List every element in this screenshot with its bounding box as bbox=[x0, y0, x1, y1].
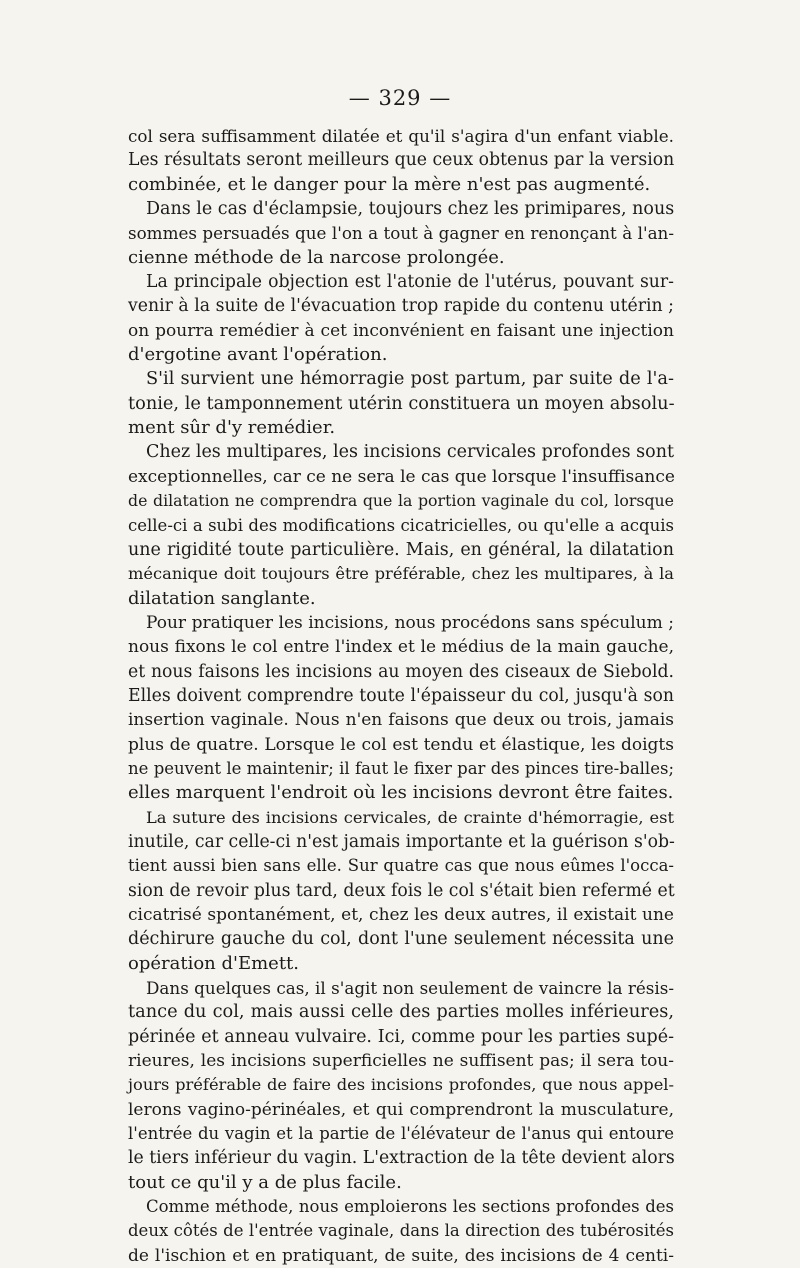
text-line: lerons vagino-périnéales, et qui comprendront la musculature, bbox=[128, 1099, 674, 1120]
text-line: Pour pratiquer les incisions, nous procédons sans spéculum ; bbox=[146, 612, 674, 633]
text-line: déchirure gauche du col, dont l'une seulement nécessita une bbox=[128, 929, 674, 950]
text-line: Comme méthode, nous emploierons les sections profondes des bbox=[146, 1197, 674, 1217]
text-line: inutile, car celle-ci n'est jamais importante et la guérison s'ob- bbox=[128, 831, 675, 852]
text-line: tonie, le tamponnement utérin constituera un moyen absolu- bbox=[128, 393, 675, 414]
text-line: tient aussi bien sans elle. Sur quatre cas que nous eûmes l'occa- bbox=[128, 856, 674, 876]
text-line: Elles doivent comprendre toute l'épaisseur du col, jusqu'à son bbox=[128, 685, 674, 706]
text-line: venir à la suite de l'évacuation trop rapide du contenu utérin ; bbox=[128, 296, 674, 317]
text-line: S'il survient une hémorragie post partum, par suite de l'a- bbox=[146, 369, 674, 390]
text-line: périnée et anneau vulvaire. Ici, comme pour les parties supé- bbox=[128, 1026, 674, 1047]
text-line: exceptionnelles, car ce ne sera le cas que lorsque l'insuffisance bbox=[128, 466, 675, 487]
text-line: on pourra remédier à cet inconvénient en faisant une injection bbox=[128, 320, 674, 341]
text-line: sommes persuadés que l'on a tout à gagner en renonçant à l'an- bbox=[128, 223, 674, 244]
text-line: deux côtés de l'entrée vaginale, dans la direction des tubérosités bbox=[128, 1221, 674, 1241]
body-text bbox=[128, 124, 674, 1268]
text-line: ne peuvent le maintenir; il faut le fixer par des pinces tire-balles; bbox=[128, 758, 674, 778]
text-line: dilatation sanglante. bbox=[128, 587, 316, 609]
text-line: et nous faisons les incisions au moyen des ciseaux de Siebold. bbox=[128, 661, 674, 682]
text-line: Chez les multipares, les incisions cervicales profondes sont bbox=[146, 442, 674, 463]
text-line: jours préférable de faire des incisions profondes, que nous appel- bbox=[128, 1075, 674, 1095]
text-line: mécanique doit toujours être préférable, chez les multipares, à la bbox=[128, 564, 674, 584]
text-line: rieures, les incisions superficielles ne suffisent pas; il sera tou- bbox=[128, 1051, 674, 1072]
text-line: tout ce qu'il y a de plus facile. bbox=[128, 1171, 402, 1193]
text-line: l'entrée du vagin et la partie de l'élévateur de l'anus qui entoure bbox=[128, 1124, 674, 1144]
text-line: de l'ischion et en pratiquant, de suite, des incisions de 4 centi- bbox=[128, 1245, 674, 1266]
text-line: col sera suffisamment dilatée et qu'il s'agira d'un enfant viable. bbox=[128, 126, 674, 146]
text-line: combinée, et le danger pour la mère n'est pas augmenté. bbox=[128, 173, 651, 195]
text-line: plus de quatre. Lorsque le col est tendu et élastique, les doigts bbox=[128, 734, 674, 755]
text-line: d'ergotine avant l'opération. bbox=[128, 344, 388, 366]
text-line: celle-ci a subi des modifications cicatricielles, ou qu'elle a acquis bbox=[128, 515, 674, 535]
text-line: Les résultats seront meilleurs que ceux obtenus par la version bbox=[128, 150, 675, 171]
text-line: une rigidité toute particulière. Mais, en général, la dilatation bbox=[128, 539, 674, 560]
text-line: ment sûr d'y remédier. bbox=[128, 417, 336, 439]
text-line: sion de revoir plus tard, deux fois le col s'était bien refermé et bbox=[128, 880, 675, 901]
text-line: elles marquent l'endroit où les incisions devront être faites. bbox=[128, 782, 674, 804]
text-line: cicatrisé spontanément, et, chez les deux autres, il existait une bbox=[128, 905, 674, 925]
text-line: La suture des incisions cervicales, de crainte d'hémorragie, est bbox=[146, 807, 674, 827]
text-line: Dans quelques cas, il s'agit non seulement de vaincre la résis- bbox=[146, 978, 674, 999]
text-line: le tiers inférieur du vagin. L'extraction de la tête devient alors bbox=[128, 1148, 675, 1169]
page-number: — 329 — bbox=[348, 86, 452, 110]
text-line: cienne méthode de la narcose prolongée. bbox=[128, 246, 505, 268]
text-line: de dilatation ne comprendra que la portion vaginale du col, lorsque bbox=[128, 491, 674, 511]
text-line: opération d'Emett. bbox=[128, 952, 300, 974]
text-line: nous fixons le col entre l'index et le médius de la main gauche, bbox=[128, 637, 674, 658]
text-line: tance du col, mais aussi celle des parties molles inférieures, bbox=[128, 1002, 674, 1023]
text-line: La principale objection est l'atonie de l'utérus, pouvant sur- bbox=[146, 272, 674, 293]
text-line: Dans le cas d'éclampsie, toujours chez les primipares, nous bbox=[146, 199, 675, 220]
text-line: insertion vaginale. Nous n'en faisons que deux ou trois, jamais bbox=[128, 710, 674, 731]
